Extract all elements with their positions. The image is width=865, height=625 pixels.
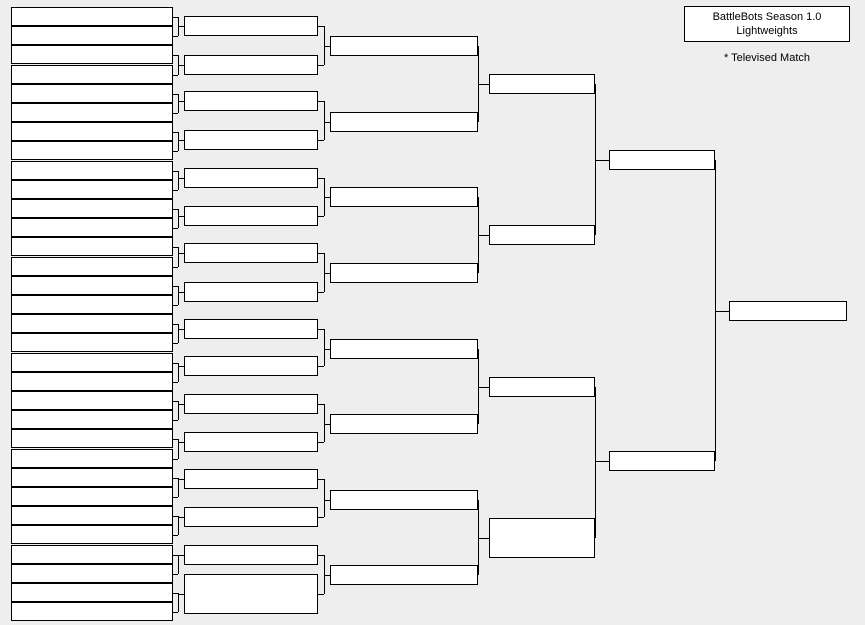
round1-slot-24 <box>11 449 173 468</box>
connector-line <box>178 209 179 228</box>
round1-slot-12 <box>11 218 173 237</box>
round1-slot-7 <box>11 122 173 141</box>
connector-line <box>178 555 179 574</box>
connector-line <box>178 516 179 535</box>
connector-line <box>318 594 324 595</box>
connector-line <box>173 497 178 498</box>
connector-line <box>478 84 489 85</box>
round1-slot-17 <box>11 314 173 333</box>
round3-slot-8 <box>330 565 478 585</box>
round1-slot-5 <box>11 84 173 103</box>
round2-slot-1 <box>184 16 318 36</box>
round3-slot-7 <box>330 490 478 510</box>
round1-slot-22 <box>11 410 173 429</box>
connector-line <box>173 113 178 114</box>
connector-line <box>173 267 178 268</box>
round1-slot-28 <box>11 525 173 544</box>
connector-line <box>173 382 178 383</box>
round4-slot-4 <box>489 518 595 558</box>
connector-line <box>173 36 178 37</box>
connector-line <box>178 101 184 102</box>
connector-line <box>173 535 178 536</box>
connector-line <box>595 387 596 538</box>
connector-line <box>178 479 184 480</box>
connector-line <box>178 292 184 293</box>
round2-slot-14 <box>184 507 318 527</box>
round1-slot-3 <box>11 45 173 64</box>
connector-line <box>178 26 184 27</box>
round1-slot-2 <box>11 26 173 45</box>
connector-line <box>324 424 330 425</box>
connector-line <box>173 420 178 421</box>
round1-slot-1 <box>11 7 173 26</box>
connector-line <box>595 461 609 462</box>
connector-line <box>318 140 324 141</box>
connector-line <box>324 404 325 442</box>
round2-slot-4 <box>184 130 318 150</box>
connector-line <box>178 247 179 267</box>
round2-slot-12 <box>184 432 318 452</box>
connector-line <box>173 459 178 460</box>
round1-slot-14 <box>11 257 173 276</box>
round1-slot-15 <box>11 276 173 295</box>
connector-line <box>595 160 609 161</box>
connector-line <box>178 140 184 141</box>
connector-line <box>173 574 178 575</box>
connector-line <box>324 46 330 47</box>
connector-line <box>178 253 184 254</box>
connector-line <box>318 517 324 518</box>
connector-line <box>173 343 178 344</box>
legend-note: * Televised Match <box>723 52 810 64</box>
connector-line <box>178 329 184 330</box>
round1-slot-27 <box>11 506 173 525</box>
connector-line <box>178 324 179 343</box>
round4-slot-3 <box>489 377 595 397</box>
connector-line <box>318 366 324 367</box>
connector-line <box>178 594 184 595</box>
round1-slot-6 <box>11 103 173 122</box>
round1-slot-16 <box>11 295 173 314</box>
connector-line <box>178 593 179 612</box>
connector-line <box>173 75 178 76</box>
round1-slot-18 <box>11 333 173 352</box>
legend-title-box <box>684 6 850 42</box>
connector-line <box>178 517 184 518</box>
connector-line <box>715 311 729 312</box>
connector-line <box>178 171 179 190</box>
round2-slot-2 <box>184 55 318 75</box>
legend-title-line1: BattleBots Season 1.0 <box>712 10 822 23</box>
round1-slot-23 <box>11 429 173 448</box>
connector-line <box>173 612 178 613</box>
round2-slot-15 <box>184 545 318 565</box>
connector-line <box>324 500 330 501</box>
round1-slot-11 <box>11 199 173 218</box>
round1-slot-13 <box>11 237 173 256</box>
round4-slot-1 <box>489 74 595 94</box>
connector-line <box>178 132 179 151</box>
connector-line <box>324 101 325 140</box>
connector-line <box>318 442 324 443</box>
round1-slot-4 <box>11 65 173 84</box>
round3-slot-3 <box>330 187 478 207</box>
round4-slot-2 <box>489 225 595 245</box>
connector-line <box>178 65 184 66</box>
round2-slot-11 <box>184 394 318 414</box>
connector-line <box>178 286 179 305</box>
connector-line <box>324 197 330 198</box>
connector-line <box>324 329 325 366</box>
round1-slot-8 <box>11 141 173 160</box>
connector-line <box>178 178 184 179</box>
round5-slot-1 <box>609 150 715 170</box>
connector-line <box>324 575 330 576</box>
connector-line <box>478 235 489 236</box>
connector-line <box>324 122 330 123</box>
connector-line <box>478 387 489 388</box>
round1-slot-29 <box>11 545 173 564</box>
connector-line <box>318 292 324 293</box>
round1-slot-19 <box>11 353 173 372</box>
round3-slot-4 <box>330 263 478 283</box>
connector-line <box>318 216 324 217</box>
round1-slot-31 <box>11 583 173 602</box>
round2-slot-6 <box>184 206 318 226</box>
round3-slot-5 <box>330 339 478 359</box>
round1-slot-10 <box>11 180 173 199</box>
round2-slot-5 <box>184 168 318 188</box>
connector-line <box>178 366 184 367</box>
connector-line <box>178 94 179 113</box>
connector-line <box>173 190 178 191</box>
connector-line <box>178 404 184 405</box>
connector-line <box>173 151 178 152</box>
round2-slot-10 <box>184 356 318 376</box>
round2-slot-8 <box>184 282 318 302</box>
round1-slot-30 <box>11 564 173 583</box>
round3-slot-6 <box>330 414 478 434</box>
round2-slot-16 <box>184 574 318 614</box>
connector-line <box>178 555 184 556</box>
connector-line <box>178 478 179 497</box>
round1-slot-25 <box>11 468 173 487</box>
round2-slot-7 <box>184 243 318 263</box>
round1-slot-32 <box>11 602 173 621</box>
connector-line <box>173 305 178 306</box>
round3-slot-2 <box>330 112 478 132</box>
round1-slot-20 <box>11 372 173 391</box>
connector-line <box>173 228 178 229</box>
connector-line <box>324 349 330 350</box>
round2-slot-3 <box>184 91 318 111</box>
connector-line <box>478 538 489 539</box>
round1-slot-26 <box>11 487 173 506</box>
connector-line <box>324 479 325 517</box>
round2-slot-9 <box>184 319 318 339</box>
champion-slot <box>729 301 847 321</box>
connector-line <box>318 65 324 66</box>
legend-title-line2: Lightweights <box>736 25 798 37</box>
connector-line <box>324 273 330 274</box>
connector-line <box>178 442 184 443</box>
round1-slot-21 <box>11 391 173 410</box>
connector-line <box>178 216 184 217</box>
round3-slot-1 <box>330 36 478 56</box>
round5-slot-2 <box>609 451 715 471</box>
round1-slot-9 <box>11 161 173 180</box>
round2-slot-13 <box>184 469 318 489</box>
